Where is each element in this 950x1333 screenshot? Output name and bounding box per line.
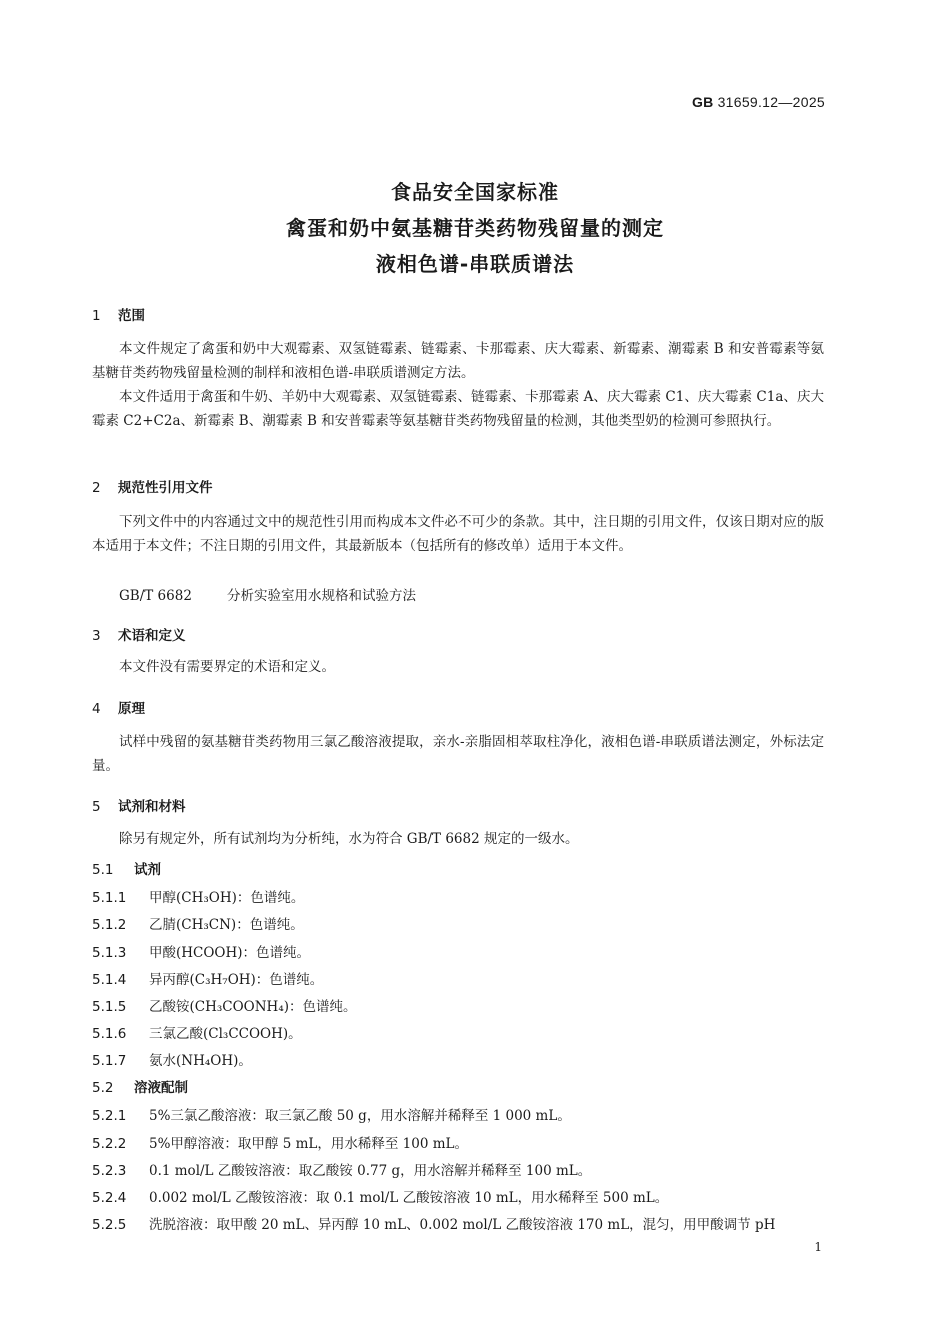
subsection-title: 试剂 — [134, 862, 161, 878]
item-text: 0.1 mol/L 乙酸铵溶液：取乙酸铵 0.77 g，用水溶解并稀释至 100 mL。 — [149, 1163, 592, 1179]
section-title: 试剂和材料 — [118, 799, 186, 815]
title-line-1: 食品安全国家标准 — [391, 180, 559, 204]
item-5-2-5 — [92, 1213, 775, 1233]
section-4-heading — [92, 697, 145, 717]
title-line-3: 液相色谱-串联质谱法 — [375, 252, 575, 276]
subsection-5-2-heading — [92, 1076, 188, 1096]
section-title: 规范性引用文件 — [118, 480, 213, 496]
reference-title: 分析实验室用水规格和试验方法 — [227, 588, 416, 604]
item-number: 5.2.4 — [92, 1190, 127, 1206]
section-3-heading — [92, 624, 186, 644]
item-5-2-4 — [92, 1186, 668, 1206]
item-text: 三氯乙酸(Cl₃CCOOH)。 — [149, 1026, 302, 1042]
section-title: 范围 — [118, 308, 145, 324]
item-number: 5.1.2 — [92, 917, 127, 933]
item-text: 乙腈(CH₃CN)：色谱纯。 — [149, 917, 304, 933]
subsection-number: 5.2 — [92, 1080, 114, 1096]
item-5-1-1 — [92, 886, 304, 906]
item-number: 5.1.3 — [92, 945, 127, 961]
item-number: 5.2.5 — [92, 1217, 127, 1233]
item-number: 5.2.2 — [92, 1136, 127, 1152]
section-5-paragraph-1: 除另有规定外，所有试剂均为分析纯，水为符合 GB/T 6682 规定的一级水。 — [119, 831, 579, 847]
title-line-2: 禽蛋和奶中氨基糖苷类药物残留量的测定 — [286, 216, 664, 240]
section-1-paragraph-2: 本文件适用于禽蛋和牛奶、羊奶中大观霉素、双氢链霉素、链霉素、卡那霉素 A、庆大霉素 C1、庆大霉素 C1a、庆大霉素 C2+C2a、新霉素 B、潮霉素 B 和安普霉素等氨基糖苷类药物残留量的检测，其他类型奶的检测可参照执行。 — [92, 389, 824, 429]
item-5-2-2 — [92, 1132, 468, 1152]
item-text: 洗脱溶液：取甲酸 20 mL、异丙醇 10 mL、0.002 mol/L 乙酸铵溶液 170 mL，混匀，用甲酸调节 pH — [149, 1217, 776, 1233]
item-5-1-7 — [92, 1049, 252, 1069]
item-text: 异丙醇(C₃H₇OH)：色谱纯。 — [149, 972, 324, 988]
section-number: 4 — [92, 701, 101, 717]
item-number: 5.2.1 — [92, 1108, 127, 1124]
item-text: 乙酸铵(CH₃COONH₄)：色谱纯。 — [149, 999, 357, 1015]
subsection-number: 5.1 — [92, 862, 114, 878]
section-2-paragraph-1: 下列文件中的内容通过文中的规范性引用而构成本文件必不可少的条款。其中，注日期的引用文件，仅该日期对应的版本适用于本文件；不注日期的引用文件，其最新版本（包括所有的修改单）适用于本文件。 — [92, 514, 824, 554]
section-number: 5 — [92, 799, 101, 815]
section-1-heading — [92, 304, 145, 324]
item-5-2-1 — [92, 1104, 571, 1124]
subsection-5-1-heading — [92, 858, 161, 878]
item-number: 5.1.6 — [92, 1026, 127, 1042]
section-3-paragraph-1: 本文件没有需要界定的术语和定义。 — [119, 659, 335, 675]
section-number: 3 — [92, 628, 101, 644]
item-number: 5.2.3 — [92, 1163, 127, 1179]
item-number: 5.1.1 — [92, 890, 127, 906]
item-number: 5.1.4 — [92, 972, 127, 988]
item-text: 甲醇(CH₃OH)：色谱纯。 — [149, 890, 305, 906]
standard-number: 31659.12—2025 — [717, 94, 825, 110]
item-text: 5%三氯乙酸溶液：取三氯乙酸 50 g，用水溶解并稀释至 1 000 mL。 — [149, 1108, 571, 1124]
section-number: 2 — [92, 480, 101, 496]
section-title: 术语和定义 — [118, 628, 186, 644]
item-5-1-6 — [92, 1022, 302, 1042]
item-text: 0.002 mol/L 乙酸铵溶液：取 0.1 mol/L 乙酸铵溶液 10 mL，用水稀释至 500 mL。 — [149, 1190, 669, 1206]
item-5-1-5 — [92, 995, 357, 1015]
item-text: 5%甲醇溶液：取甲醇 5 mL，用水稀释至 100 mL。 — [149, 1136, 468, 1152]
section-4-paragraph-1: 试样中残留的氨基糖苷类药物用三氯乙酸溶液提取，亲水-亲脂固相萃取柱净化，液相色谱-串联质谱法测定，外标法定量。 — [92, 734, 824, 774]
section-2-heading — [92, 476, 213, 496]
item-text: 甲酸(HCOOH)：色谱纯。 — [149, 945, 311, 961]
item-number: 5.1.7 — [92, 1053, 127, 1069]
section-1-paragraph-1: 本文件规定了禽蛋和奶中大观霉素、双氢链霉素、链霉素、卡那霉素、庆大霉素、新霉素、潮霉素 B 和安普霉素等氨基糖苷类药物残留量检测的制样和液相色谱-串联质谱测定方法。 — [92, 341, 824, 381]
reference-code: GB/T 6682 — [119, 588, 192, 604]
item-5-1-2 — [92, 913, 304, 933]
standard-prefix: GB — [691, 94, 714, 110]
item-5-2-3 — [92, 1159, 591, 1179]
normative-reference — [119, 584, 416, 604]
item-text: 氨水(NH₄OH)。 — [149, 1053, 252, 1069]
item-5-1-4 — [92, 968, 323, 988]
page-number: 1 — [814, 1240, 822, 1254]
section-title: 原理 — [118, 701, 145, 717]
subsection-title: 溶液配制 — [134, 1080, 188, 1096]
section-5-heading — [92, 795, 186, 815]
item-5-1-3 — [92, 941, 310, 961]
section-number: 1 — [92, 308, 101, 324]
standard-code — [692, 94, 825, 110]
item-number: 5.1.5 — [92, 999, 127, 1015]
